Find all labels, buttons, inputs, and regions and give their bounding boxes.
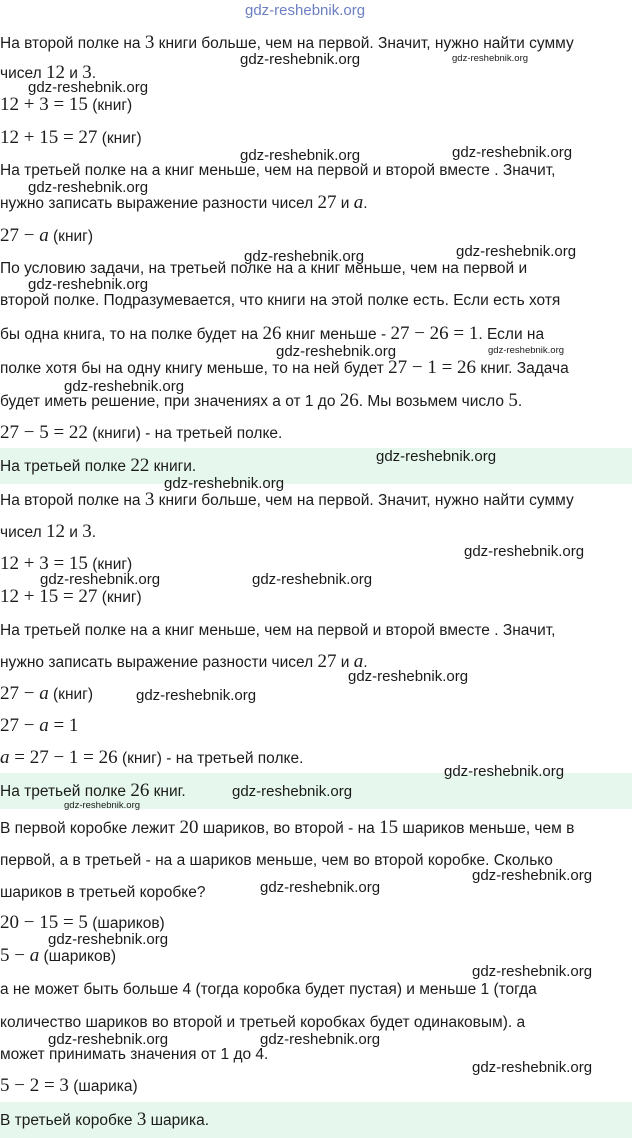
watermark: gdz-reshebnik.org [472,867,593,884]
text-line: будет иметь решение, при значениях а от 1 до 26. Мы возьмем число 5. [0,390,523,411]
watermark: gdz-reshebnik.org [488,345,565,356]
text-line: чисел 12 и 3. [0,521,97,542]
text-line: По условию задачи, на третьей полке на а книг меньше, чем на первой и [0,260,528,277]
watermark: gdz-reshebnik.org [48,1031,169,1048]
text-line: первой, а в третьей - на а шариков меньше, чем во второй коробке. Сколько [0,852,553,869]
watermark: gdz-reshebnik.org [276,343,397,360]
watermark: gdz-reshebnik.org [28,276,149,293]
watermark: gdz-reshebnik.org [444,763,565,780]
equation: 27 − a (книг) [0,225,94,246]
text-line: На второй полке на 3 книги больше, чем на первой. Значит, нужно найти сумму [0,32,574,53]
watermark: gdz-reshebnik.org [28,179,149,196]
equation: 20 − 15 = 5 (шариков) [0,912,165,933]
text-line: В первой коробке лежит 20 шариков, во второй - на 15 шариков меньше, чем в [0,817,575,838]
text-line: второй полке. Подразумевается, что книги на этой полке есть. Если есть хотя [0,292,561,309]
text-line: нужно записать выражение разности чисел 27 и a. [0,192,368,213]
equation: 12 + 3 = 15 (книг) [0,553,133,574]
text-line: полке хотя бы на одну книгу меньше, то на ней будет 27 − 1 = 26 книг. Задача [0,357,569,378]
answer-box: В третьей коробке 3 шарика. [0,1102,632,1138]
equation: 5 − a (шариков) [0,945,116,966]
text-line: бы одна книга, то на полке будет на 26 книг меньше - 27 − 26 = 1. Если на [0,323,545,344]
watermark: gdz-reshebnik.org [260,879,381,896]
answer-box: На третьей полке 22 книги. [0,448,632,484]
watermark: gdz-reshebnik.org [472,963,593,980]
text-line: а не может быть больше 4 (тогда коробка будет пустая) и меньше 1 (тогда [0,981,537,998]
equation: 5 − 2 = 3 (шарика) [0,1075,138,1096]
watermark: gdz-reshebnik.org [136,687,257,704]
equation: 27 − a = 1 [0,715,79,736]
text-line: На третьей полке на а книг меньше, чем на первой и второй вместе . Значит, [0,622,556,639]
equation: a = 27 − 1 = 26 (книг) - на третьей полке. [0,747,304,768]
text-line: нужно записать выражение разности чисел 27 и a. [0,651,368,672]
watermark: gdz-reshebnik.org [348,668,469,685]
text-line: На второй полке на 3 книги больше, чем на первой. Значит, нужно найти сумму [0,489,574,510]
text-line: шариков в третьей коробке? [0,884,206,901]
watermark: gdz-reshebnik.org [48,931,169,948]
watermark: gdz-reshebnik.org [40,571,161,588]
watermark: gdz-reshebnik.org [64,378,185,395]
watermark: gdz-reshebnik.org [376,448,497,465]
text-line: может принимать значения от 1 до 4. [0,1046,269,1063]
watermark: gdz-reshebnik.org [240,51,361,68]
watermark: gdz-reshebnik.org [64,800,141,811]
watermark: gdz-reshebnik.org [245,2,366,19]
watermark: gdz-reshebnik.org [464,543,585,560]
text-line: количество шариков во второй и третьей коробках будет одинаковым). а [0,1014,526,1031]
watermark: gdz-reshebnik.org [232,783,353,800]
watermark: gdz-reshebnik.org [260,1031,381,1048]
watermark: gdz-reshebnik.org [28,79,149,96]
watermark: gdz-reshebnik.org [472,1059,593,1076]
watermark: gdz-reshebnik.org [164,475,285,492]
text-line: чисел 12 и 3. [0,62,97,83]
watermark: gdz-reshebnik.org [244,248,365,265]
text-line: На третьей полке на а книг меньше, чем на первой и второй вместе . Значит, [0,162,556,179]
equation: 27 − a (книг) [0,683,94,704]
equation: 12 + 15 = 27 (книг) [0,127,142,148]
equation: 12 + 3 = 15 (книг) [0,94,133,115]
watermark: gdz-reshebnik.org [452,53,529,64]
watermark: gdz-reshebnik.org [456,243,577,260]
equation: 12 + 15 = 27 (книг) [0,586,142,607]
watermark: gdz-reshebnik.org [252,571,373,588]
watermark: gdz-reshebnik.org [240,147,361,164]
answer-box: На третьей полке 26 книг. [0,773,632,809]
equation: 27 − 5 = 22 (книги) - на третьей полке. [0,422,283,443]
watermark: gdz-reshebnik.org [452,144,573,161]
